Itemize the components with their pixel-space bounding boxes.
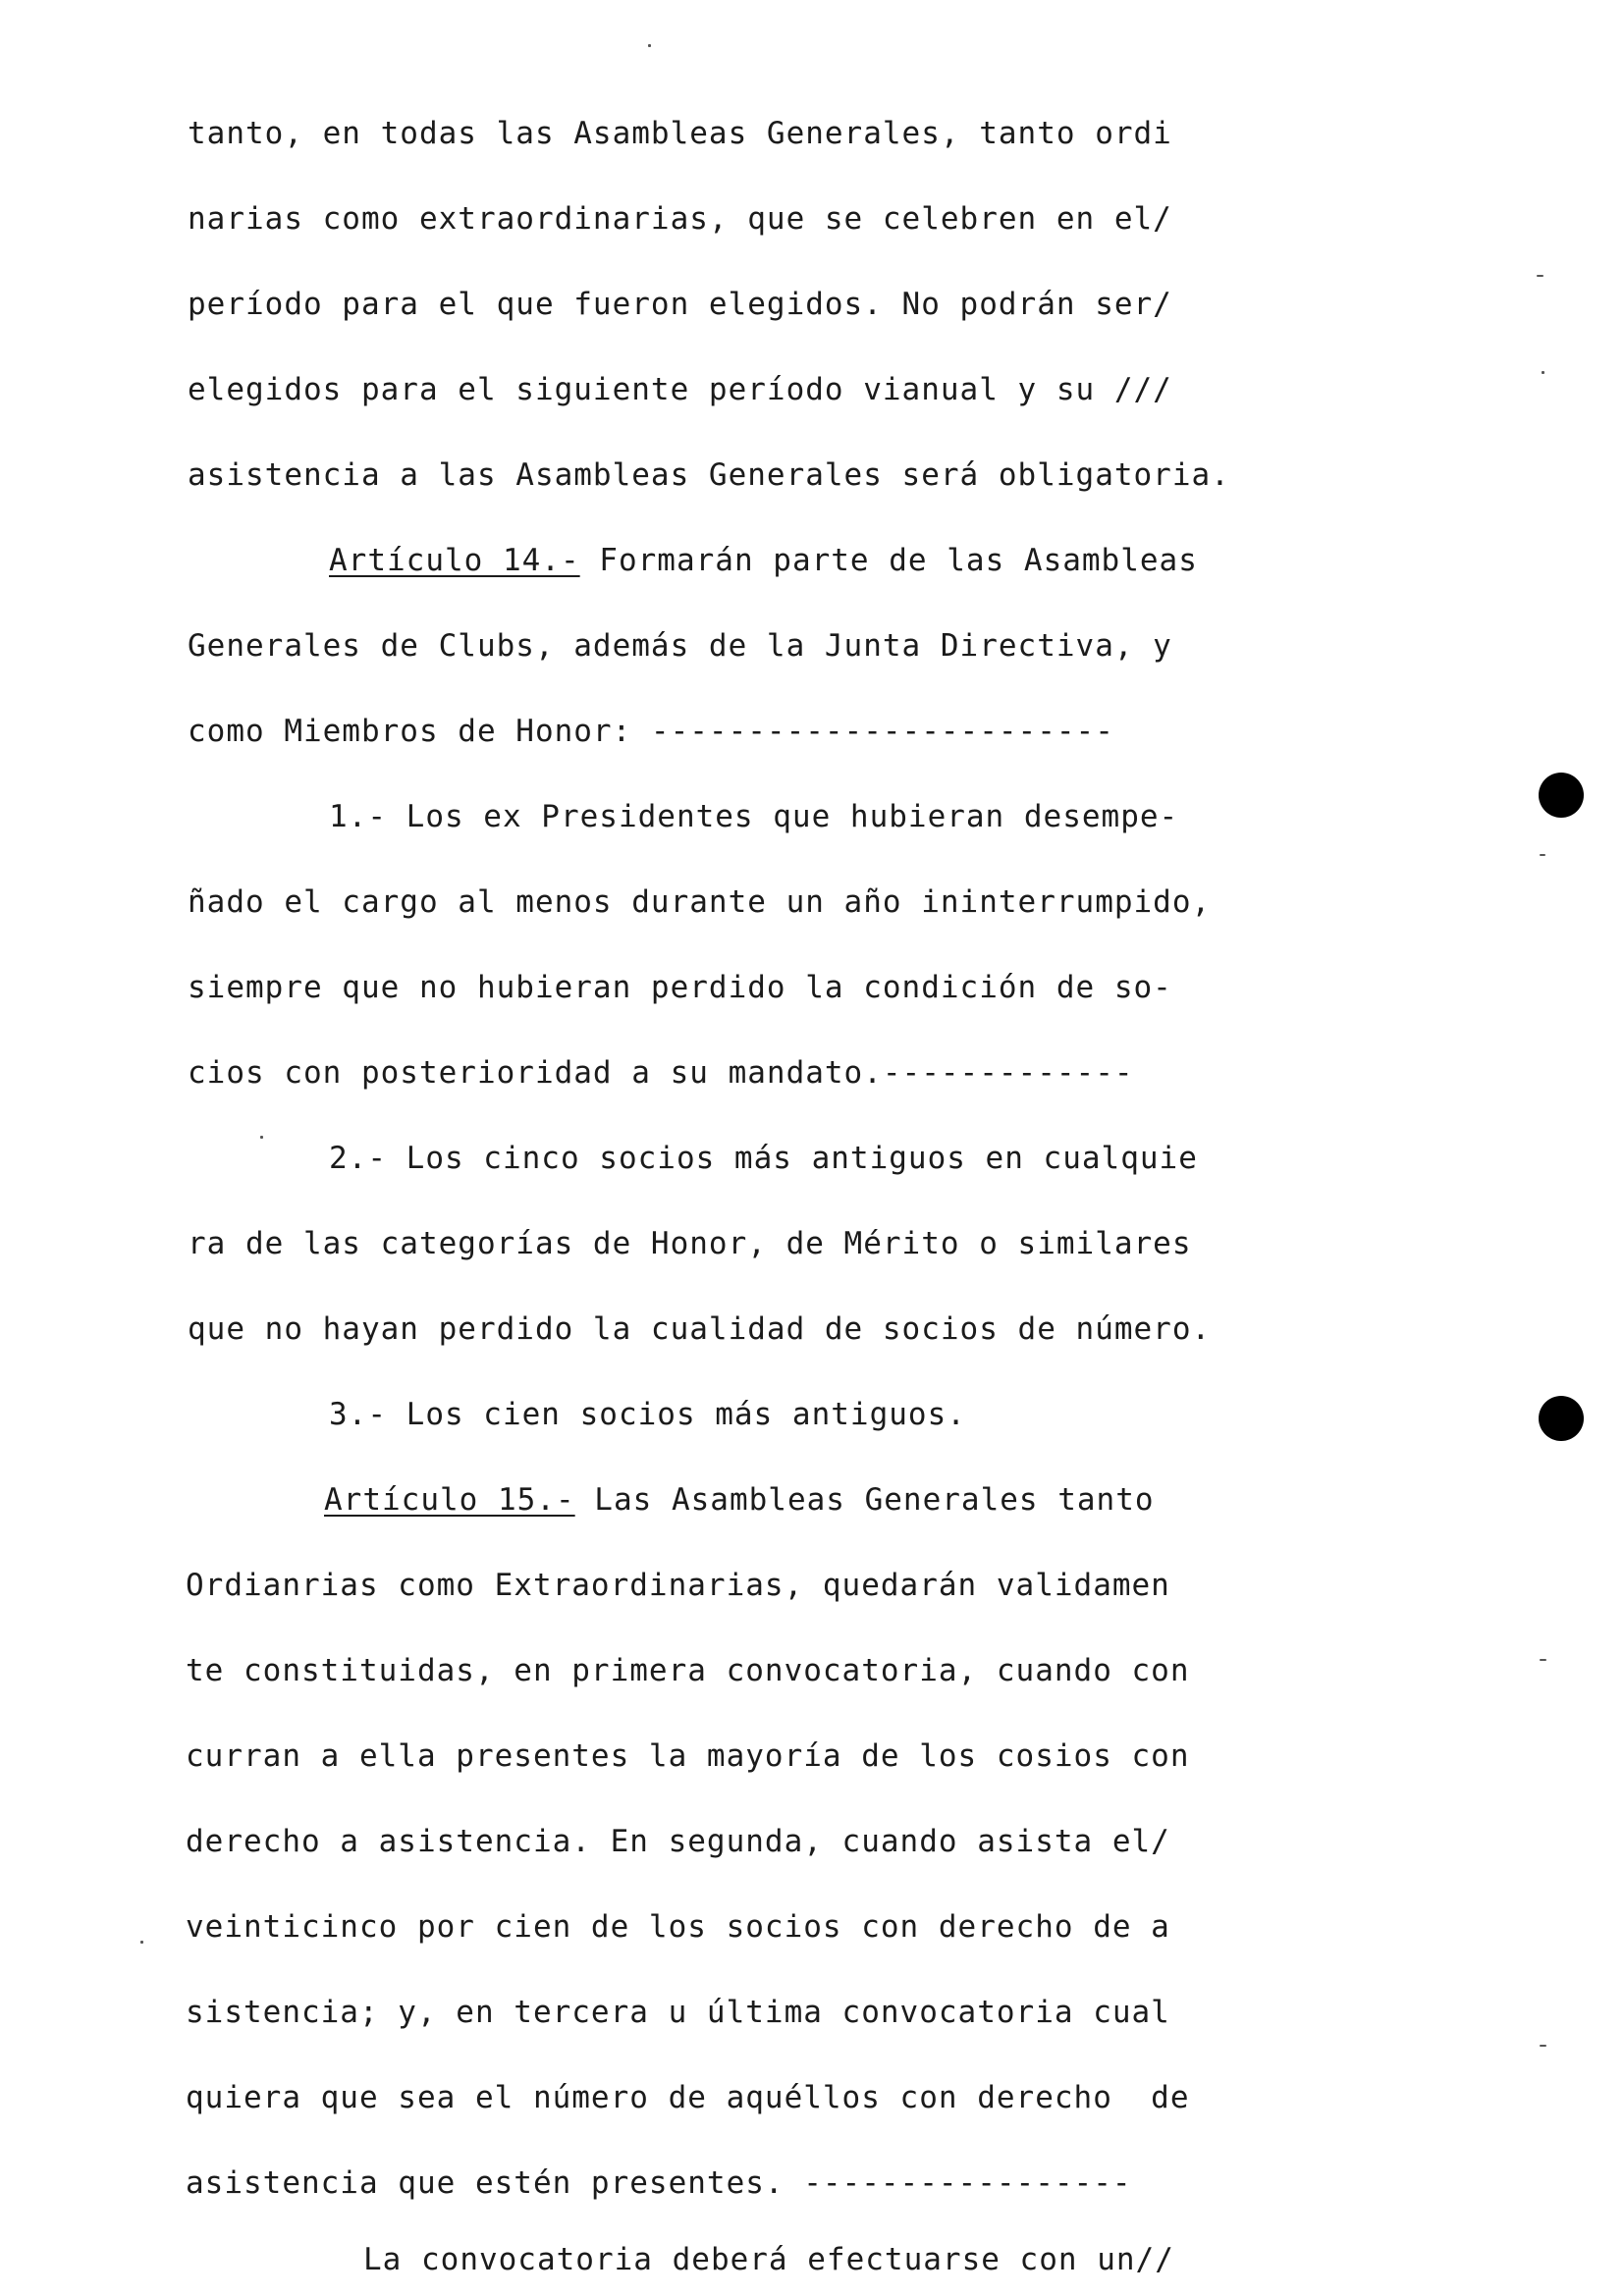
- punch-hole-bottom: [1539, 1396, 1584, 1441]
- text-line: ñado el cargo al menos durante un año ininterrumpido,: [188, 884, 1212, 920]
- text-line: que no hayan perdido la cualidad de socios de número.: [188, 1311, 1212, 1347]
- text-line: curran a ella presentes la mayoría de los cosios con: [186, 1738, 1190, 1774]
- text-line: te constituidas, en primera convocatoria, cuando con: [186, 1653, 1190, 1688]
- text-line: elegidos para el siguiente período vianual y su ///: [188, 372, 1172, 407]
- text-line: cios con posterioridad a su mandato.-------------: [188, 1055, 1134, 1091]
- text-line: Ordianrias como Extraordinarias, quedarán validamen: [186, 1568, 1170, 1603]
- text-line: derecho a asistencia. En segunda, cuando asista el/: [186, 1824, 1170, 1859]
- text-line: narias como extraordinarias, que se celebren en el/: [188, 201, 1172, 237]
- margin-speck: [1540, 1659, 1546, 1661]
- text-line: asistencia a las Asambleas Generales será obligatoria.: [188, 457, 1230, 493]
- margin-speck: [648, 44, 651, 47]
- text-line: período para el que fueron elegidos. No podrán ser/: [188, 287, 1172, 322]
- list-item-2: 2.- Los cinco socios más antiguos en cualquie: [329, 1141, 1198, 1176]
- margin-speck: [260, 1136, 263, 1139]
- margin-speck: [140, 1941, 143, 1944]
- text-line: asistencia que estén presentes. -----------------: [186, 2165, 1132, 2201]
- list-item-3: 3.- Los cien socios más antiguos.: [329, 1397, 966, 1432]
- margin-speck: [1540, 2045, 1546, 2047]
- text-line: sistencia; y, en tercera u última convocatoria cual: [186, 1995, 1170, 2030]
- closing-line: La convocatoria deberá efectuarse con un//: [363, 2242, 1174, 2277]
- margin-speck: [1537, 275, 1543, 277]
- text-line: quiera que sea el número de aquéllos con derecho de: [186, 2080, 1190, 2115]
- article-15-first-line: Artículo 15.- Las Asambleas Generales tanto: [324, 1482, 1155, 1518]
- list-item-1: 1.- Los ex Presidentes que hubieran desempe-: [329, 799, 1179, 834]
- text-line: tanto, en todas las Asambleas Generales, tanto ordi: [188, 116, 1172, 151]
- text-line: como Miembros de Honor: ------------------------: [188, 714, 1114, 749]
- article-14-heading: Artículo 14.-: [329, 543, 580, 578]
- article-14-first-line: Artículo 14.- Formarán parte de las Asambleas: [329, 543, 1198, 578]
- text-line: Generales de Clubs, además de la Junta Directiva, y: [188, 628, 1172, 664]
- text-line: siempre que no hubieran perdido la condición de so-: [188, 970, 1172, 1005]
- article-15-heading: Artículo 15.-: [324, 1482, 575, 1518]
- margin-speck: [1540, 854, 1545, 856]
- text-line: veinticinco por cien de los socios con derecho de a: [186, 1909, 1170, 1945]
- punch-hole-top: [1539, 773, 1584, 818]
- margin-speck: [1542, 371, 1544, 374]
- text-line: ra de las categorías de Honor, de Mérito o similares: [188, 1226, 1192, 1261]
